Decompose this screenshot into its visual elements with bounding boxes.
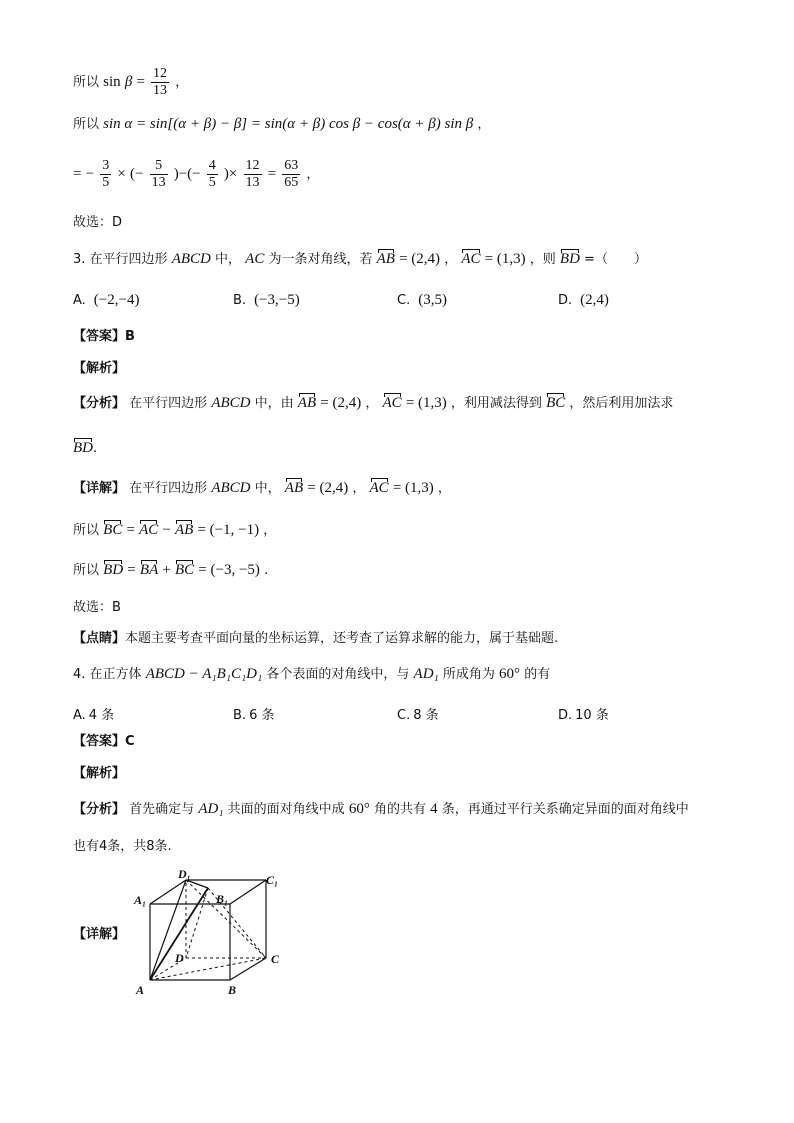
text: .: [264, 563, 269, 578]
text: 在平行四边形: [129, 396, 208, 411]
label-c: C: [271, 952, 280, 966]
cube-diagram: [128, 866, 288, 1000]
math-eq: =: [267, 166, 277, 182]
text: ，然后利用加法求: [569, 396, 674, 411]
option-label: D.: [558, 708, 573, 723]
section-tag: 【详解】: [73, 481, 126, 496]
q3-fenxi-2: [73, 441, 97, 456]
math-angle: 60°: [499, 666, 521, 682]
q4-option-b: [233, 704, 274, 723]
edge-d1a1: [150, 880, 186, 904]
fraction: [207, 158, 218, 191]
math-op: (−: [129, 166, 144, 182]
vector-ac: AC: [461, 251, 481, 267]
text: 角的共有: [373, 802, 426, 817]
math-var: ABCD: [171, 251, 211, 267]
text: 中，: [254, 481, 281, 496]
frac-den: 65: [284, 175, 299, 190]
math-fn: sin: [103, 74, 121, 90]
text: 中，由: [254, 396, 294, 411]
text: 为一条对角线，若: [268, 252, 373, 267]
math-num: 4: [430, 801, 438, 817]
q3-option-b: [233, 292, 300, 309]
frac-num: 4: [208, 158, 216, 173]
frac-num: 12: [153, 66, 168, 81]
q3-answer: 【答案】B: [73, 329, 135, 344]
frac-den: 13: [153, 83, 168, 98]
q3-xiangjie: [73, 481, 451, 496]
fraction: [150, 158, 168, 191]
label-d1: D₁: [178, 867, 191, 881]
option-value: (3,5): [418, 292, 447, 308]
math-op: −: [162, 522, 171, 538]
math-var: β: [124, 74, 133, 90]
vector-ac: AC: [139, 522, 159, 538]
q3-option-c: [397, 292, 447, 309]
option-value: 6 条: [249, 708, 275, 723]
q3-choice: 故选：B: [73, 600, 121, 615]
vector-ac: AC: [369, 480, 389, 496]
q4-fenxi-2: 也有4条，共8条.: [73, 839, 172, 854]
text: ，则: [529, 252, 556, 267]
label-d: D: [175, 951, 184, 965]
fraction: [244, 158, 262, 191]
text: 中，: [215, 252, 242, 267]
option-label: C.: [397, 708, 411, 723]
text: 条，再通过平行关系确定异面的面对角线中: [441, 802, 689, 817]
math-expr: = (1,3): [484, 251, 526, 267]
q3-fenxi: [73, 396, 673, 411]
frac-den: 5: [102, 175, 110, 190]
text: ，利用减法得到: [450, 396, 542, 411]
label-a1: A₁: [134, 893, 147, 907]
text: 4. 在正方体: [73, 667, 142, 682]
text: ，: [477, 117, 491, 132]
text: ，: [175, 75, 189, 90]
line-sin-alpha: [73, 117, 490, 132]
vector-ab: AB: [376, 251, 395, 267]
math-eq: =: [127, 562, 136, 578]
q3-dianjing: [73, 632, 558, 645]
line-choice-d: 故选：D: [73, 215, 123, 230]
math-expr: ABCD − A₁B₁C₁D₁: [145, 666, 263, 682]
option-value: 4 条: [88, 708, 115, 723]
option-label: A.: [73, 293, 86, 308]
text: 共面的面对角线中成: [227, 802, 345, 817]
text: ，: [365, 396, 379, 411]
vector-ba: BA: [139, 562, 159, 578]
option-value: (2,4): [580, 292, 609, 308]
vector-ab: AB: [284, 480, 304, 496]
math-expr: = (−3, −5): [198, 562, 260, 578]
q4-stem: [73, 667, 550, 682]
label-b: B: [228, 983, 237, 997]
line-computation: [73, 158, 319, 191]
edge-d1b1: [186, 880, 208, 888]
vector-bd: BD: [103, 562, 124, 578]
q3-bd-line: [73, 563, 268, 578]
q4-jiexi: 【解析】: [73, 766, 126, 781]
math-expr: = (1,3): [405, 395, 447, 411]
edge-bc: [230, 958, 266, 980]
math-var: AC: [245, 251, 265, 267]
math-angle: 60°: [348, 801, 370, 817]
frac-den: 5: [208, 175, 216, 190]
math-eq: =: [136, 74, 145, 90]
frac-num: 3: [102, 158, 110, 173]
edge-ab1: [150, 888, 208, 980]
edge-b1c1: [230, 880, 266, 904]
text: 本题主要考查平面向量的坐标运算，还考查了运算求解的能力，属于基础题.: [125, 631, 559, 646]
q4-answer: 【答案】C: [73, 734, 135, 749]
text: 所成角为: [442, 667, 495, 682]
label-b1: B₁: [216, 892, 229, 906]
q4-option-d: [558, 704, 609, 723]
option-value: (−3,−5): [254, 292, 300, 308]
math-expr: = (−1, −1): [197, 522, 260, 538]
vector-bc: BC: [103, 522, 123, 538]
option-label: D.: [558, 293, 573, 308]
vector-bc: BC: [174, 562, 195, 578]
q3-option-a: [73, 292, 139, 309]
frac-num: 63: [284, 158, 299, 173]
frac-den: 13: [245, 175, 260, 190]
fraction: [151, 66, 169, 99]
vector-ac: AC: [382, 395, 402, 411]
math-expr: = (2,4): [320, 395, 362, 411]
text: 各个表面的对角线中，与: [266, 667, 410, 682]
text: ，: [352, 481, 366, 496]
q4-xiangjie: 【详解】: [73, 927, 126, 942]
math-eq: =: [73, 166, 82, 182]
text: 的有: [524, 667, 551, 682]
math-expr: = (1,3): [392, 480, 434, 496]
text: 3. 在平行四边形: [73, 252, 168, 267]
q4-option-c: [397, 704, 439, 723]
text: 所以: [73, 117, 100, 132]
text: 在平行四边形: [129, 481, 208, 496]
math-var: AD₁: [198, 801, 224, 817]
text: 所以: [73, 523, 100, 538]
fraction: [100, 158, 111, 191]
option-label: B.: [233, 293, 247, 308]
text: 所以: [73, 75, 100, 90]
vector-ab: AB: [175, 522, 194, 538]
frac-num: 5: [150, 158, 168, 175]
text: .: [93, 441, 98, 456]
vector-bc: BC: [546, 395, 566, 411]
math-expr: = (2,4): [399, 251, 441, 267]
text: 首先确定与: [129, 802, 195, 817]
math-op: +: [162, 562, 171, 578]
q3-option-d: [558, 292, 609, 309]
label-a: A: [136, 983, 145, 997]
option-label: A.: [73, 708, 86, 723]
q3-stem: [73, 252, 647, 267]
section-tag: 【分析】: [73, 396, 126, 411]
option-label: C.: [397, 293, 411, 308]
text: ，: [306, 167, 320, 182]
text: ，: [437, 481, 451, 496]
frac-num: 12: [245, 158, 260, 173]
text: ，: [263, 523, 277, 538]
math-op: ×: [117, 166, 126, 182]
label-c1: C₁: [266, 873, 279, 887]
option-label: B.: [233, 708, 247, 723]
option-value: (−2,−4): [93, 292, 140, 308]
math-var: ABCD: [211, 480, 251, 496]
q3-bc-line: [73, 523, 276, 538]
vector-bd: BD: [73, 440, 93, 456]
math-op: )−(−: [173, 166, 201, 182]
text: 所以: [73, 563, 100, 578]
math-var: ABCD: [211, 395, 251, 411]
fraction: [282, 158, 300, 191]
vector-ab: AB: [297, 395, 317, 411]
math-op: −: [85, 166, 95, 182]
line-sin-beta: [73, 66, 188, 99]
option-value: 10 条: [575, 708, 609, 723]
section-tag: 【分析】: [73, 802, 126, 817]
q4-option-a: [73, 704, 114, 723]
math-op: )×: [223, 166, 238, 182]
vector-bd: BD: [559, 251, 580, 267]
q3-jiexi: 【解析】: [73, 361, 126, 376]
math-expr: sin α = sin[(α + β) − β] = sin(α + β) cos β − cos(α + β) sin β: [103, 116, 474, 132]
frac-den: 13: [151, 175, 166, 190]
text: ，: [444, 252, 458, 267]
math-expr: = (2,4): [307, 480, 349, 496]
text: =（ ）: [584, 252, 647, 267]
math-var: AD₁: [413, 666, 439, 682]
section-tag: 【点睛】: [73, 631, 126, 646]
q4-fenxi: [73, 802, 689, 817]
math-eq: =: [126, 522, 135, 538]
option-value: 8 条: [413, 708, 439, 723]
